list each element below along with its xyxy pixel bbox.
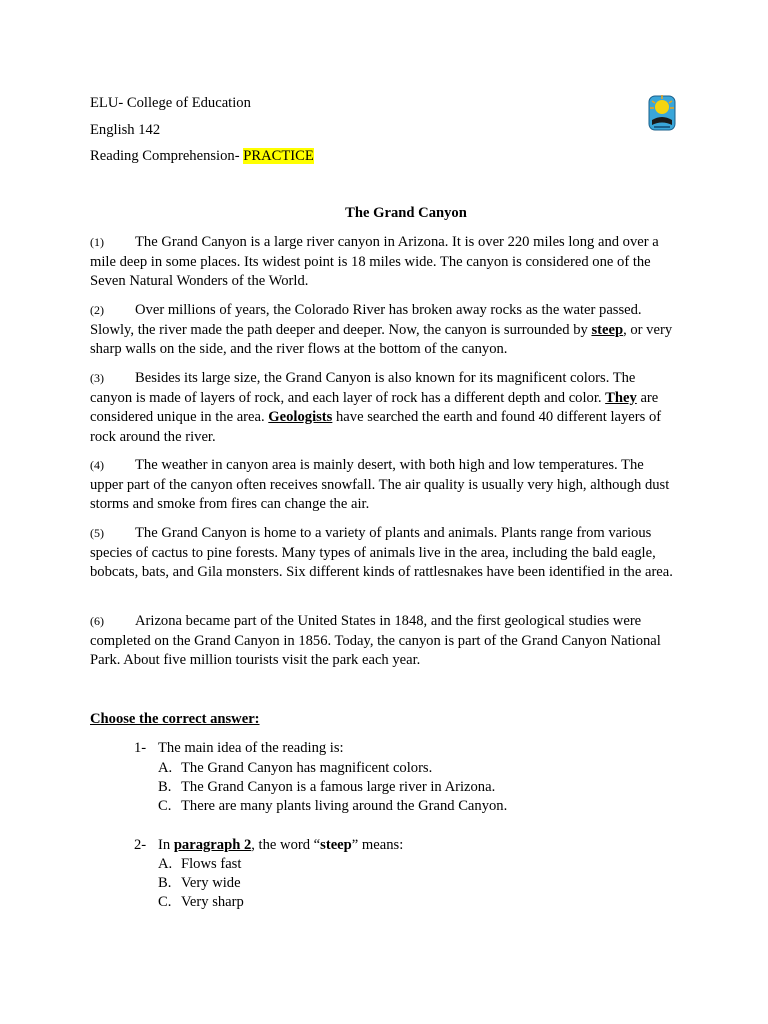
header-assignment bbox=[90, 147, 314, 165]
question-2 bbox=[134, 836, 694, 855]
question-text: In bbox=[158, 837, 174, 853]
university-logo-icon bbox=[646, 92, 678, 134]
paragraph-5 bbox=[90, 524, 680, 583]
question-1-option-a[interactable] bbox=[158, 759, 432, 778]
paragraph-reference: paragraph 2 bbox=[173, 837, 252, 853]
paragraph-text: The Grand Canyon is a large river canyon in Arizona. It is over 220 miles long and over a mile deep in some places. Its widest point is 18 miles wide. The canyon is considered one of the Seven Natural Wonders of the World. bbox=[90, 234, 659, 289]
paragraph-4 bbox=[90, 456, 680, 515]
option-text: The Grand Canyon is a famous large river in Arizona. bbox=[181, 779, 496, 795]
question-2-option-b[interactable] bbox=[158, 874, 241, 893]
option-text: Very wide bbox=[181, 875, 241, 891]
paragraph-3 bbox=[90, 369, 680, 447]
reference-word-they: They bbox=[605, 389, 637, 406]
header-assignment-label: Reading Comprehension- bbox=[90, 148, 244, 164]
question-text: The main idea of the reading is: bbox=[158, 740, 344, 756]
header-course: English 142 bbox=[90, 122, 161, 138]
option-letter: A. bbox=[158, 856, 173, 872]
option-text: Very sharp bbox=[181, 894, 244, 910]
question-1-option-c[interactable] bbox=[158, 797, 507, 816]
question-number: 1- bbox=[134, 740, 147, 756]
paragraph-6 bbox=[90, 612, 680, 671]
option-text: Flows fast bbox=[181, 856, 242, 872]
questions-heading: Choose the correct answer: bbox=[90, 711, 260, 727]
option-text: There are many plants living around the Grand Canyon. bbox=[181, 798, 508, 814]
question-2-option-c[interactable] bbox=[158, 893, 244, 912]
vocab-word-geologists: Geologists bbox=[268, 409, 333, 425]
question-text: ” means: bbox=[351, 837, 404, 853]
option-text: The Grand Canyon has magnificent colors. bbox=[181, 760, 433, 776]
paragraph-number: (3) bbox=[90, 371, 104, 385]
option-letter: A. bbox=[158, 760, 173, 776]
paragraph-text: The Grand Canyon is home to a variety of plants and animals. Plants range from various species of cactus to pine forests. Many types of animals live in the area, including the bald eagle, bobcats, bats, and Gila monsters. Six different kinds of rattlesnakes have been identified in the area. bbox=[90, 525, 673, 580]
option-letter: C. bbox=[158, 894, 172, 910]
paragraph-number: (2) bbox=[90, 303, 104, 317]
paragraph-text: Over millions of years, the Colorado River has broken away rocks as the water passed. Slowly, the river made the path deeper and deeper. Now, the canyon is surrounded by bbox=[90, 302, 642, 338]
paragraph-number: (4) bbox=[90, 458, 104, 472]
practice-highlight: PRACTICE bbox=[243, 148, 314, 164]
paragraph-text: Besides its large size, the Grand Canyon is also known for its magnificent colors. The canyon is made of layers of rock, and each layer of rock has a different depth and color. bbox=[90, 370, 636, 406]
header-institution: ELU- College of Education bbox=[90, 95, 251, 111]
paragraph-text: are considered unique in the area. bbox=[90, 389, 659, 425]
paragraph-1 bbox=[90, 233, 680, 292]
paragraph-text: , or very sharp walls on the side, and the river flows at the bottom of the canyon. bbox=[90, 321, 673, 357]
paragraph-number: (5) bbox=[90, 526, 104, 540]
question-1 bbox=[134, 739, 694, 758]
paragraph-2 bbox=[90, 301, 680, 360]
paragraph-number: (6) bbox=[90, 614, 104, 628]
paragraph-text: Arizona became part of the United States in 1848, and the first geological studies were completed on the Grand Canyon in 1856. Today, the canyon is part of the Grand Canyon National Park. About five million tourists visit the park each year. bbox=[90, 613, 661, 668]
option-letter: B. bbox=[158, 875, 172, 891]
question-1-option-b[interactable] bbox=[158, 778, 495, 797]
question-2-option-a[interactable] bbox=[158, 855, 241, 874]
paragraph-text: The weather in canyon area is mainly desert, with both high and low temperatures. The upper part of the canyon often receives snowfall. The air quality is usually very high, although dust storms and smoke from fires can change the air. bbox=[90, 457, 670, 512]
passage-title: The Grand Canyon bbox=[345, 205, 467, 221]
question-number: 2- bbox=[134, 837, 147, 853]
option-letter: B. bbox=[158, 779, 172, 795]
vocab-word-steep: steep bbox=[320, 837, 352, 853]
option-letter: C. bbox=[158, 798, 172, 814]
vocab-word-steep: steep bbox=[591, 321, 624, 338]
question-text: , the word “ bbox=[251, 837, 321, 853]
paragraph-number: (1) bbox=[90, 235, 104, 249]
paragraph-text: have searched the earth and found 40 different layers of rock around the river. bbox=[90, 409, 662, 445]
